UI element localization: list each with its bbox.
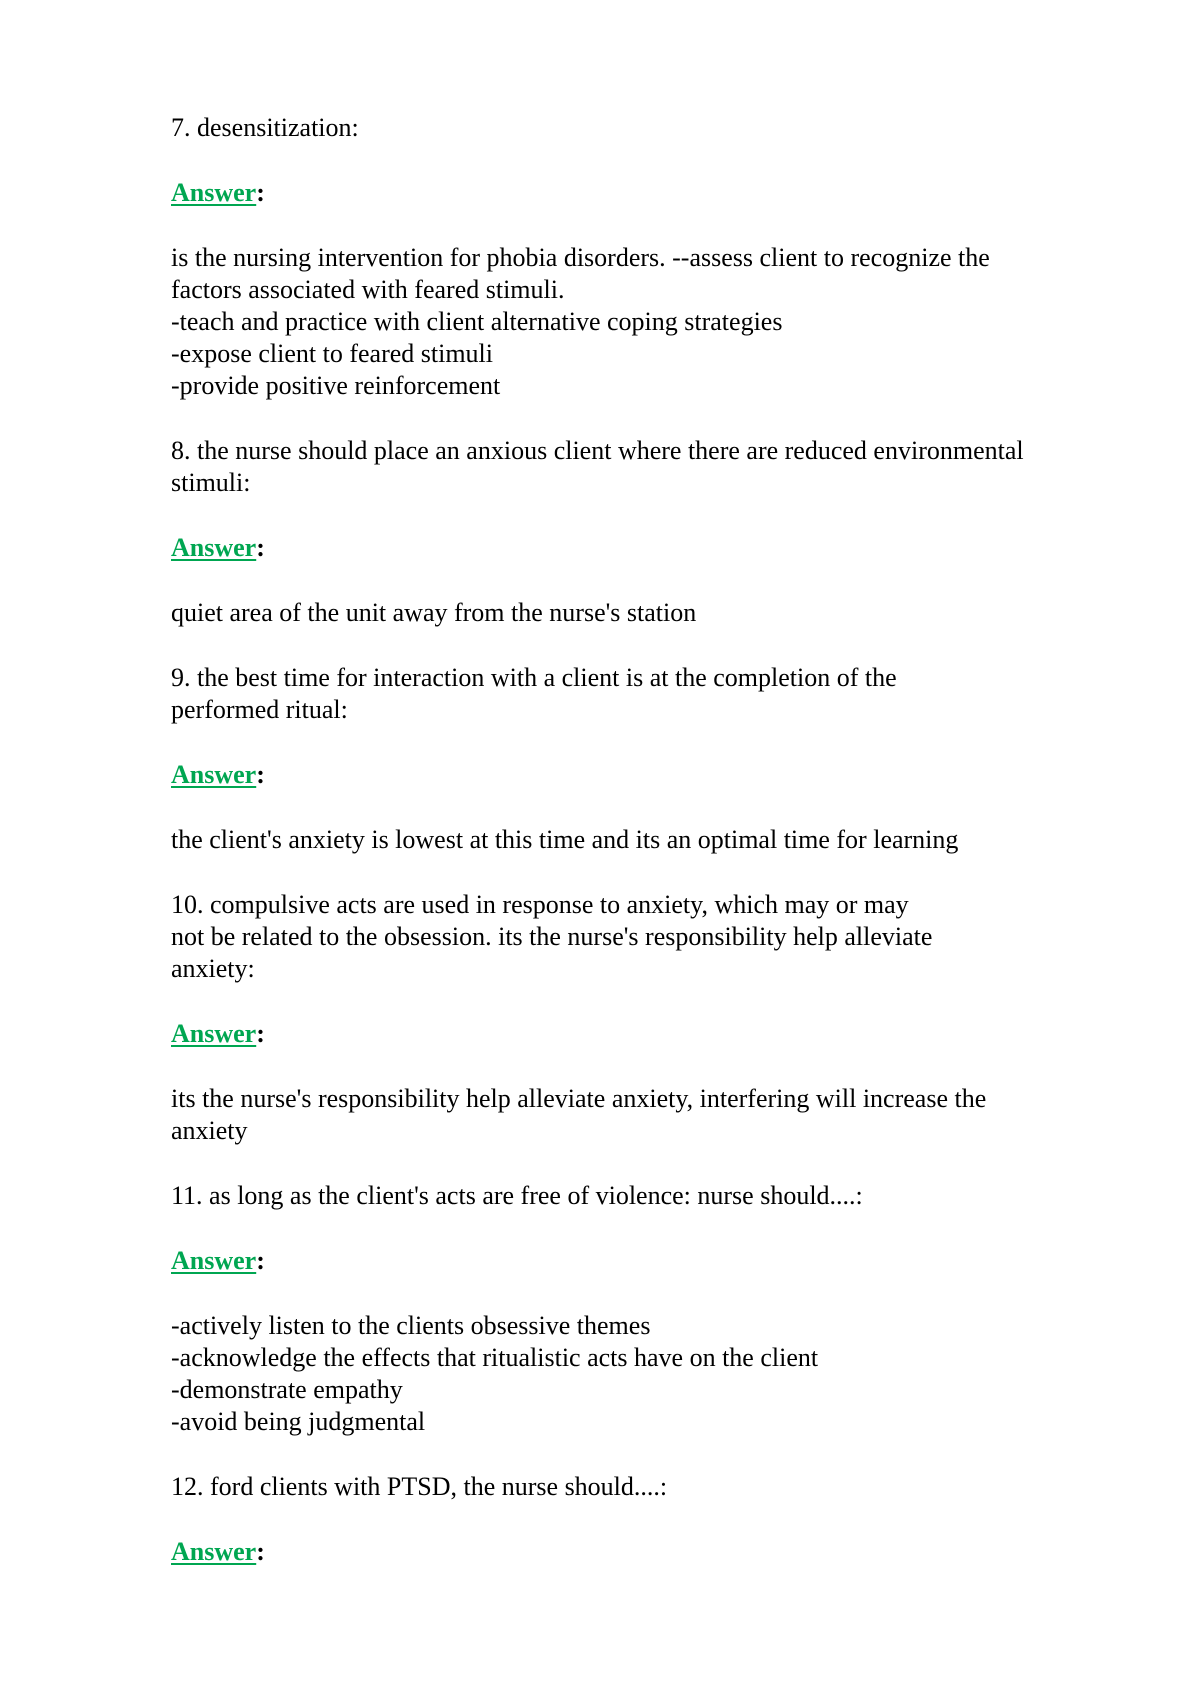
answer-colon: : (256, 1537, 265, 1566)
answer-colon: : (256, 1019, 265, 1048)
answer-8: quiet area of the unit away from the nurse's station (171, 598, 697, 627)
answer-label-8 (171, 532, 1111, 564)
question-7: 7. desensitization: (171, 113, 359, 142)
question-9: 9. the best time for interaction with a client is at the completion of the performed ritual: (171, 663, 897, 724)
answer-7: is the nursing intervention for phobia disorders. --assess client to recognize the factors associated with feared stimuli. -teach and practice with client alternative coping strategies -expose client to feared stimuli -provide positive reinforcement (171, 243, 990, 400)
question-11: 11. as long as the client's acts are free of violence: nurse should....: (171, 1181, 863, 1210)
answer-11: -actively listen to the clients obsessive themes -acknowledge the effects that ritualistic acts have on the client -demonstrate empathy -avoid being judgmental (171, 1311, 819, 1436)
answer-colon: : (256, 178, 265, 207)
answer-10: its the nurse's responsibility help alleviate anxiety, interfering will increase the anxiety (171, 1084, 987, 1145)
document-page (171, 112, 1111, 1601)
answer-word: Answer (171, 178, 257, 207)
answer-word: Answer (171, 1246, 257, 1275)
answer-word: Answer (171, 1537, 257, 1566)
answer-label-7 (171, 177, 1111, 209)
answer-colon: : (256, 760, 265, 789)
answer-label-9 (171, 759, 1111, 791)
question-12: 12. ford clients with PTSD, the nurse should....: (171, 1472, 668, 1501)
answer-colon: : (256, 533, 265, 562)
answer-word: Answer (171, 1019, 257, 1048)
question-8: 8. the nurse should place an anxious client where there are reduced environmental stimuli: (171, 436, 1024, 497)
answer-label-11 (171, 1245, 1111, 1277)
answer-colon: : (256, 1246, 265, 1275)
answer-word: Answer (171, 760, 257, 789)
answer-label-10 (171, 1018, 1111, 1050)
answer-9: the client's anxiety is lowest at this time and its an optimal time for learning (171, 825, 959, 854)
answer-word: Answer (171, 533, 257, 562)
answer-label-12 (171, 1536, 1111, 1568)
question-10: 10. compulsive acts are used in response to anxiety, which may or may not be related to the obsession. its the nurse's responsibility help alleviate anxiety: (171, 890, 933, 983)
